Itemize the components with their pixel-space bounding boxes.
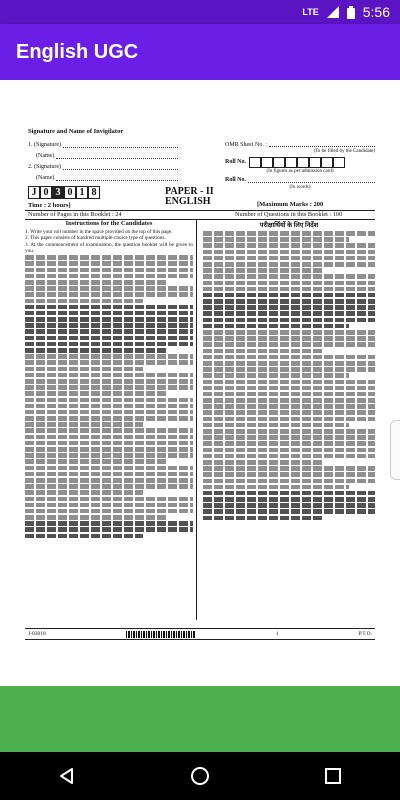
- navigation-bar: [0, 752, 400, 800]
- omr-sheet-label: OMR Sheet No. :: [225, 141, 267, 148]
- roll-no-words-label: Roll No.: [225, 177, 246, 183]
- scroll-handle[interactable]: [390, 420, 400, 480]
- code-char: 8: [88, 186, 100, 199]
- app-bar: [0, 24, 400, 80]
- omr-block: [225, 140, 375, 191]
- footer-code: J-03018: [28, 631, 46, 637]
- paper-title: [165, 187, 214, 207]
- instruction-body: [25, 255, 193, 538]
- code-char: 3: [52, 186, 64, 199]
- hindi-heading: परीक्षार्थियों के लिए निर्देश: [259, 222, 319, 229]
- battery-icon: [347, 6, 355, 19]
- instructions-english: [25, 220, 197, 620]
- time-label: Time : 2 hours]: [28, 202, 71, 209]
- pdf-viewer[interactable]: [0, 80, 400, 686]
- exam-paper-page: [25, 128, 375, 673]
- code-char: 0: [64, 186, 76, 199]
- roll-no-boxes: [249, 157, 345, 168]
- pages-count: Number of Pages in this Booklet : 24: [28, 211, 122, 218]
- instruction-1: 1. Write your roll number in the space provided on the top of this page.: [25, 229, 173, 235]
- roll-no-label: Roll No.: [225, 159, 246, 165]
- code-char: 0: [40, 186, 52, 199]
- footer-page: 1: [275, 631, 279, 637]
- words-note: (In words): [289, 185, 311, 190]
- instruction-3: 3. At the commencement of examination, the question booklet will be given to you.: [25, 241, 193, 254]
- app-title: English UGC: [16, 40, 139, 63]
- home-icon[interactable]: [180, 756, 220, 796]
- paper-number: PAPER - II: [165, 186, 214, 197]
- omr-note: (To be filled by the Candidate): [313, 149, 375, 154]
- back-icon[interactable]: [47, 756, 87, 796]
- recents-icon[interactable]: [313, 756, 353, 796]
- sig-1-label: 1. (Signature): [28, 142, 61, 148]
- status-bar: [0, 0, 400, 24]
- instructions-heading: Instructions for the Candidates: [65, 220, 153, 227]
- barcode-image: [126, 631, 196, 638]
- signature-title: Signature and Name of Invigilator: [28, 128, 124, 135]
- name-1-label: (Name): [36, 153, 55, 159]
- sig-2-label: 2. (Signature): [28, 164, 61, 170]
- clock: 5:56: [362, 4, 390, 20]
- signature-lines: [28, 137, 178, 181]
- max-marks-label: [Maximum Marks : 200: [257, 201, 324, 208]
- instructions-hindi: [203, 220, 375, 620]
- page-footer: [25, 628, 375, 640]
- paper-code: [28, 186, 100, 199]
- footer-pto: P.T.O.: [358, 631, 372, 637]
- code-char: J: [28, 186, 40, 199]
- roll-note: (In figures as per admission card): [266, 169, 334, 174]
- bottom-banner: [0, 686, 400, 752]
- signal-icon: [327, 6, 339, 18]
- instruction-2: 2. This paper consists of hundred multiple-choice type of questions.: [25, 235, 166, 242]
- name-2-label: (Name): [36, 175, 55, 181]
- paper-subject: ENGLISH: [165, 196, 211, 207]
- questions-count: Number of Questions in this Booklet : 100: [235, 211, 343, 218]
- network-label: LTE: [302, 7, 319, 17]
- code-char: 1: [76, 186, 88, 199]
- hindi-body: [203, 231, 375, 520]
